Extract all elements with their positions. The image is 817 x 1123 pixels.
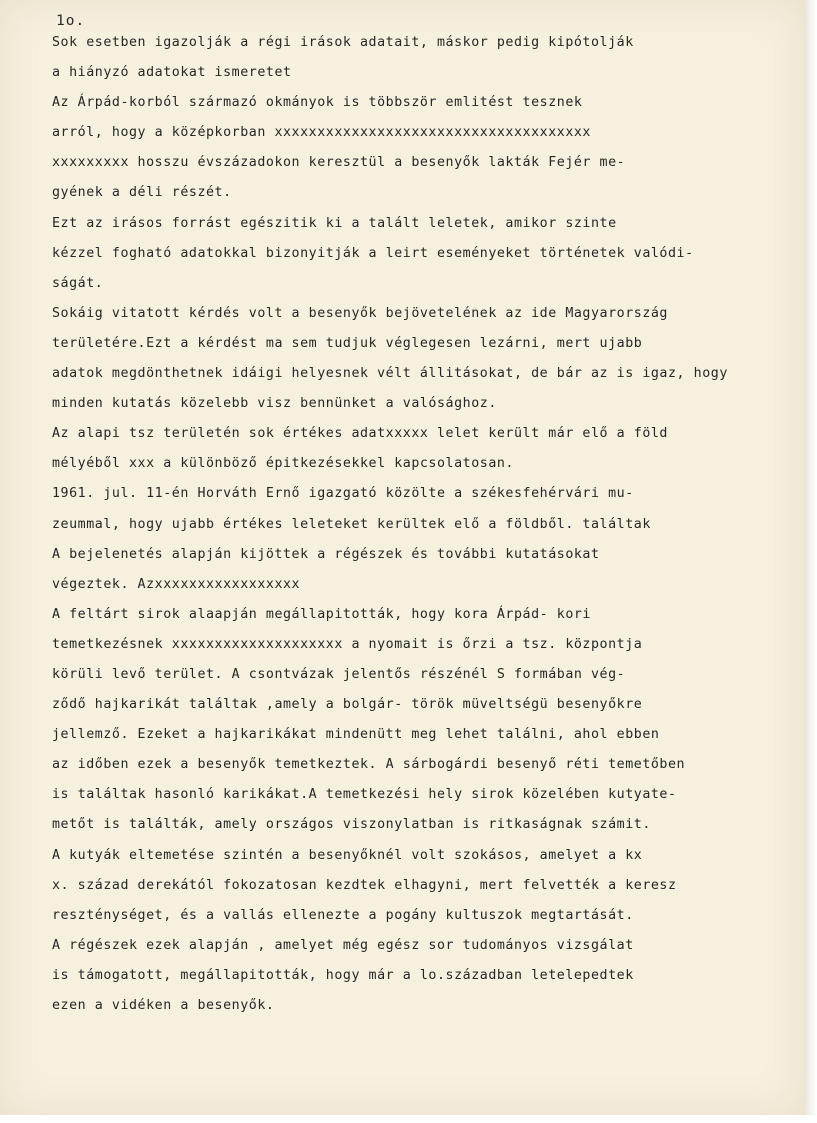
text-line: is támogatott, megállapitották, hogy már a lo.században letelepedtek (52, 967, 634, 983)
text-line: 1961. jul. 11-én Horváth Ernő igazgató közölte a székesfehérvári mu- (52, 486, 634, 502)
text-line: A kutyák eltemetése szintén a besenyőknél volt szokásos, amelyet a kx (52, 847, 643, 863)
text-line: temetkezésnek xxxxxxxxxxxxxxxxxxxx a nyomait is őrzi a tsz. központja (52, 636, 643, 652)
text-line: A bejelenetés alapján kijöttek a régészek és további kutatásokat (52, 546, 600, 562)
text-line: is találtak hasonló karikákat.A temetkezési hely sirok közelében kutyate- (52, 787, 677, 803)
text-line: xxxxxxxxx hosszu évszázadokon keresztül a besenyők lakták Fejér me- (52, 155, 626, 171)
text-line: körüli levő terület. A csontvázak jelentős részénél S formában vég- (52, 666, 626, 682)
text-line: jellemző. Ezeket a hajkarikákat mindenütt meg lehet találni, ahol ebben (52, 727, 660, 743)
text-line: Sok esetben igazolják a régi irások adatait, máskor pedig kipótolják (52, 35, 634, 50)
text-line: területére.Ezt a kérdést ma sem tudjuk véglegesen lezárni, mert ujabb (52, 335, 643, 351)
text-line: A feltárt sirok alaapján megállapitották, hogy kora Árpád- kori (52, 606, 591, 622)
text-line: az időben ezek a besenyők temetkeztek. A sárbogárdi besenyő réti temetőben (52, 757, 686, 773)
text-line: ződő hajkarikát találtak ,amely a bolgár- török müveltségü besenyőkre (52, 697, 643, 713)
typed-text-body (52, 28, 792, 1021)
text-line: mélyéből xxx a különböző épitkezésekkel kapcsolatosan. (52, 456, 514, 472)
text-line: Az Árpád-korból származó okmányok is többször emlitést tesznek (52, 95, 583, 111)
text-line: reszténységet, és a vallás ellenezte a pogány kultuszok megtartását. (52, 907, 634, 923)
text-line: ságát. (52, 275, 104, 291)
page-number: 1o. (56, 13, 86, 29)
text-line: metőt is találták, amely országos viszonylatban is ritkaságnak számit. (52, 817, 651, 833)
text-line: ezen a vidéken a besenyők. (52, 998, 275, 1013)
text-line: arról, hogy a középkorban xxxxxxxxxxxxxxxxxxxxxxxxxxxxxxxxxxxxx (52, 125, 591, 141)
text-line: kézzel fogható adatokkal bizonyitják a leirt eseményeket történetek valódi- (52, 245, 694, 261)
text-line: x. század derekától fokozatosan kezdtek elhagyni, mert felvették a keresz (52, 877, 677, 893)
text-line: Ezt az irásos forrást egészitik ki a talált leletek, amikor szinte (52, 215, 617, 231)
text-line: adatok megdönthetnek idáigi helyesnek vélt állitásokat, de bár az is igaz, hogy (52, 366, 728, 382)
text-line: minden kutatás közelebb visz bennünket a valósághoz. (52, 396, 497, 412)
text-line: zeummal, hogy ujabb értékes leleteket kerültek elő a földből. találtak (52, 516, 651, 532)
text-line: Az alapi tsz területén sok értékes adatxxxxx lelet került már elő a föld (52, 426, 668, 442)
text-line: a hiányzó adatokat ismeretet (52, 65, 292, 81)
paper-edge (804, 0, 817, 1123)
page-margin-bottom (0, 1115, 817, 1123)
text-line: Sokáig vitatott kérdés volt a besenyők bejövetelének az ide Magyarország (52, 305, 668, 321)
text-line: A régészek ezek alapján , amelyet még egész sor tudományos vizsgálat (52, 937, 634, 953)
text-line: gyének a déli részét. (52, 185, 232, 201)
text-line: végeztek. Azxxxxxxxxxxxxxxxxx (52, 576, 301, 592)
